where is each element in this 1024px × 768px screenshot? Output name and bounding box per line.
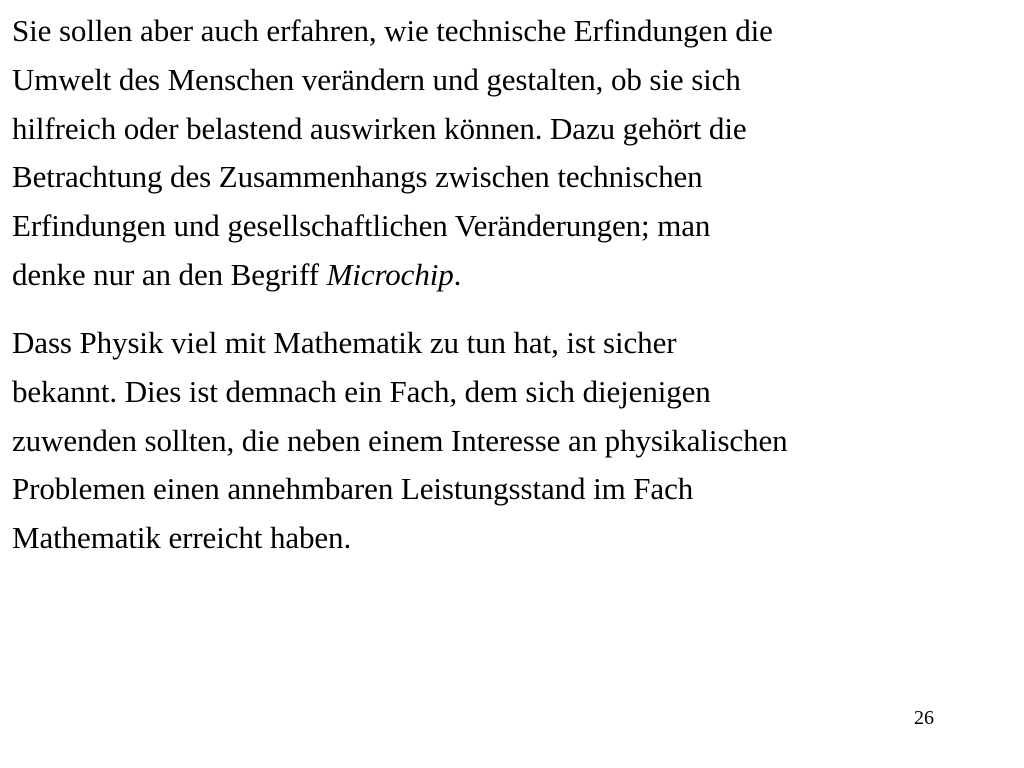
text-line: Sie sollen aber auch erfahren, wie technische Erfindungen die <box>12 13 773 48</box>
text-line: Umwelt des Menschen verändern und gestalten, ob sie sich <box>12 61 741 97</box>
text-line: Problemen einen annehmbaren Leistungsstand im Fach <box>12 471 694 507</box>
text-line: Erfindungen und gesellschaftlichen Veränderungen; man <box>12 208 711 244</box>
text-line-last <box>12 251 1020 300</box>
text-line-suffix: . <box>453 256 462 292</box>
text-line: hilfreich oder belastend auswirken können. Dazu gehört die <box>12 110 747 146</box>
text-line: Dass Physik viel mit Mathematik zu tun hat, ist sicher <box>12 325 677 360</box>
text-line: Betrachtung des Zusammenhangs zwischen technischen <box>12 159 703 195</box>
paragraph-physics-mathematics <box>12 319 1020 563</box>
page-number: 26 <box>914 707 934 729</box>
paragraph-technology-impact <box>12 7 1020 300</box>
text-line: zuwenden sollten, die neben einem Interesse an physikalischen <box>12 422 788 458</box>
emphasized-term-microchip: Microchip <box>326 256 454 292</box>
text-line: Mathematik erreicht haben. <box>12 520 352 556</box>
text-line: bekannt. Dies ist demnach ein Fach, dem sich diejenigen <box>12 373 711 409</box>
text-line-prefix: denke nur an den Begriff <box>12 256 327 292</box>
